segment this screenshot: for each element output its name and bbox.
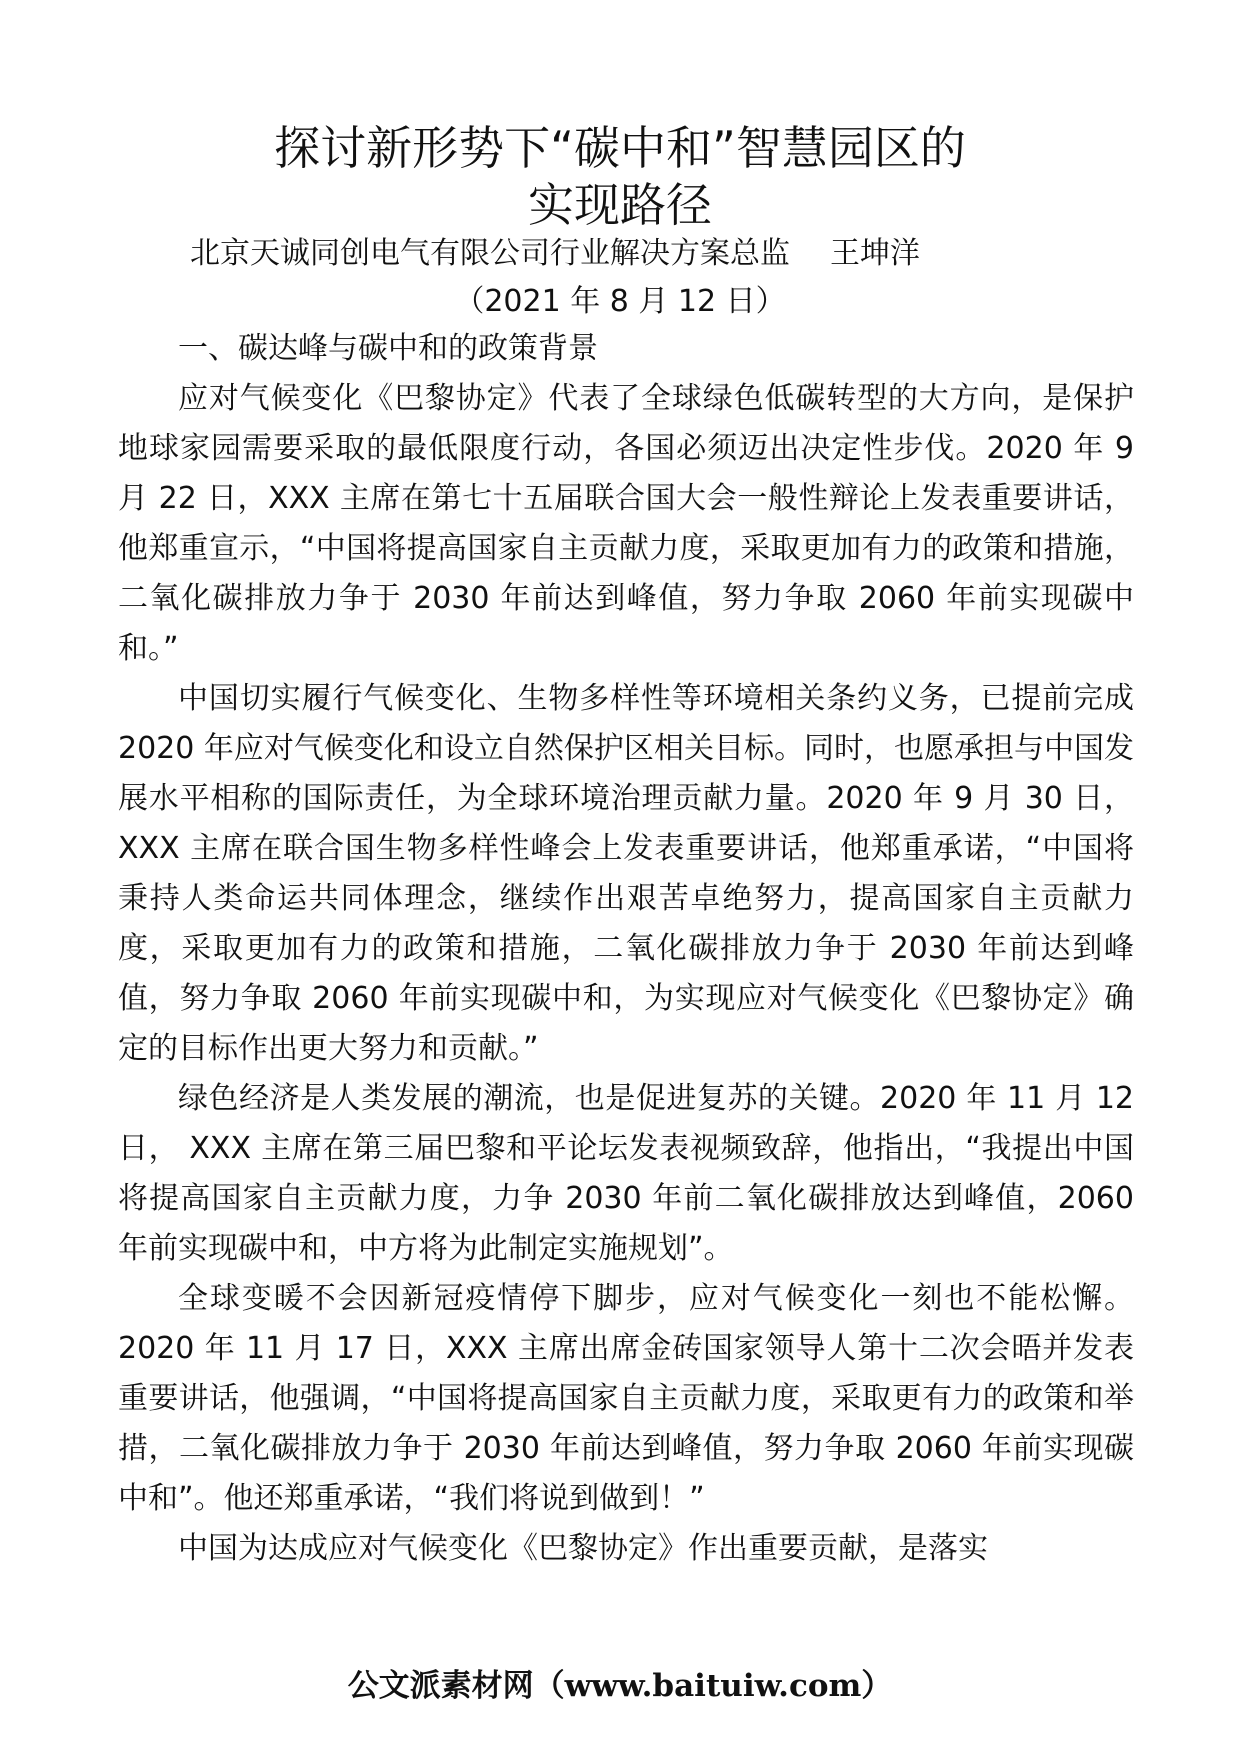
footer-watermark: 公文派素材网（www.baituiw.com） [347,1668,893,1704]
body-paragraph-1: 应对气候变化《巴黎协定》代表了全球绿色低碳转型的大方向，是保护地球家园需要采取的最低限度行动，各国必须迈出决定性步伐。2020 年 9 月 22 日，XXX 主席在第七十五届联合国大会一般性辩论上发表重要讲话，他郑重宣示，“中国将提高国家自主贡献力度，采取更加有力的政策和措施，二氧化碳排放力争于 2030 年前达到峰值，努力争取 2060 年前实现碳中和。” [118,381,1134,666]
document-body [118,324,1134,1574]
byline-author-name: 王坤洋 [830,236,920,271]
body-paragraph-5: 中国为达成应对气候变化《巴黎协定》作出重要贡献，是落实 [178,1531,988,1566]
document-date: （2021 年 8 月 12 日） [454,284,786,319]
section-heading: 一、碳达峰与碳中和的政策背景 [178,331,598,366]
document-title-line1: 探讨新形势下“碳中和”智慧园区的 [274,121,966,175]
body-paragraph-2: 中国切实履行气候变化、生物多样性等环境相关条约义务，已提前完成 2020 年应对气候变化和设立自然保护区相关目标。同时，也愿承担与中国发展水平相称的国际责任，为全球环境治理贡献力量。2020 年 9 月 30 日， XXX 主席在联合国生物多样性峰会上发表重要讲话，他郑重承诺，“中国将秉持人类命运共同体理念，继续作出艰苦卓绝努力，提高国家自主贡献力度，采取更加有力的政策和措施，二氧化碳排放力争于 2030 年前达到峰值，努力争取 2060 年前实现碳中和，为实现应对气候变化《巴黎协定》确定的目标作出更大努力和贡献。” [118,681,1134,1066]
byline-organization: 北京天诚同创电气有限公司行业解决方案总监 [190,236,790,271]
body-paragraph-3: 绿色经济是人类发展的潮流，也是促进复苏的关键。2020 年 11 月 12 日， XXX 主席在第三届巴黎和平论坛发表视频致辞，他指出，“我提出中国将提高国家自主贡献力度，力争 2030 年前二氧化碳排放达到峰值，2060 年前实现碳中和，中方将为此制定实施规划”。 [118,1081,1134,1266]
byline [190,234,920,274]
document-title-line2: 实现路径 [528,178,712,232]
body-paragraph-4: 全球变暖不会因新冠疫情停下脚步，应对气候变化一刻也不能松懈。2020 年 11 月 17 日，XXX 主席出席金砖国家领导人第十二次会晤并发表重要讲话，他强调，“中国将提高国家自主贡献力度，采取更有力的政策和举措，二氧化碳排放力争于 2030 年前达到峰值，努力争取 2060 年前实现碳中和”。他还郑重承诺，“我们将说到做到！” [118,1281,1134,1516]
